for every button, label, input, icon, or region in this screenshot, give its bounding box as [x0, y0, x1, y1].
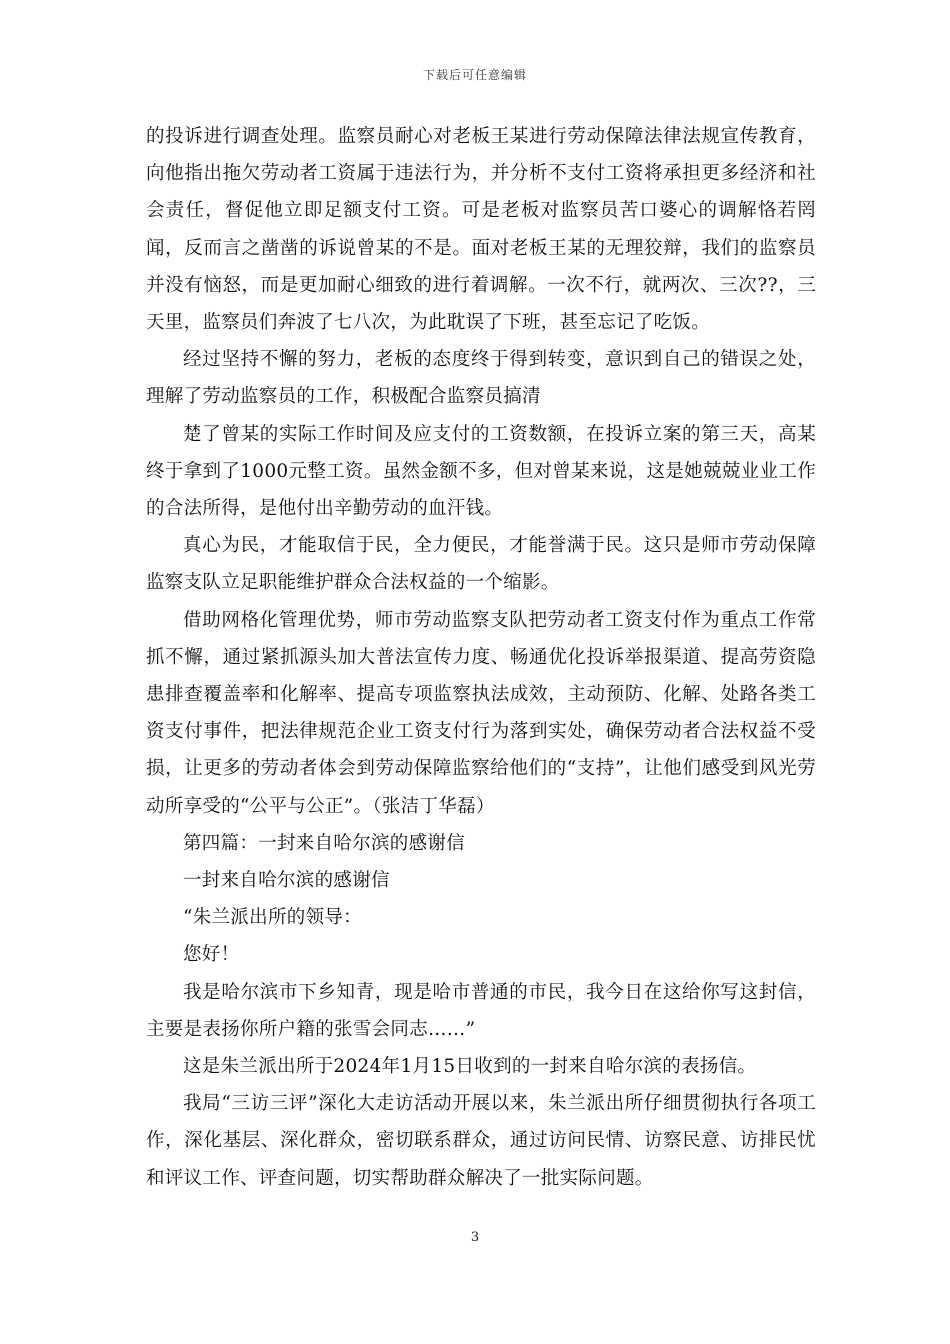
page-header: 下载后可任意编辑 — [422, 68, 527, 82]
paragraph: 借助网格化管理优势，师市劳动监察支队把劳动者工资支付作为重点工作常抓不懈，通过紧抓源头加大普法宣传力度、畅通优化投诉举报渠道、提高劳资隐患排查覆盖率和化解率、提高专项监察执法成效，主动预防、化解、处路各类工资支付事件，把法律规范企业工资支付行为落到实处，确保劳动者合法权益不受损，让更多的劳动者体会到劳动保障监察给他们的“支持”，让他们感受到风光劳动所享受的“公平与公正”。（张洁丁华磊） — [146, 609, 816, 817]
page-number: 3 — [470, 1230, 480, 1245]
paragraph: 经过坚持不懈的努力，老板的态度终于得到转变，意识到自己的错误之处，理解了劳动监察员的工作，积极配合监察员搞清 — [146, 349, 816, 408]
paragraph: 我是哈尔滨市下乡知青，现是哈市普通的市民，我今日在这给你写这封信，主要是表扬你所户籍的张雪会同志……” — [146, 981, 816, 1040]
paragraph: 的投诉进行调查处理。监察员耐心对老板王某进行劳动保障法律法规宣传教育，向他指出拖欠劳动者工资属于违法行为，并分析不支付工资将承担更多经济和社会责任，督促他立即足额支付工资。可是老板对监察员苦口婆心的调解恪若罔闻，反而言之凿凿的诉说曾某的不是。面对老板王某的无理狡辩，我们的监察员并没有恼怒，而是更加耐心细致的进行着调解。一次不行，就两次、三次??，三天里，监察员们奔波了七八次，为此耽误了下班，甚至忘记了吃饭。 — [146, 126, 816, 334]
paragraph: 楚了曾某的实际工作时间及应支付的工资数额，在投诉立案的第三天，高某终于拿到了1000元整工资。虽然金额不多，但对曾某来说，这是她兢兢业业工作的合法所得，是他付出辛勤劳动的血汗钱。 — [146, 423, 816, 520]
letter-greeting: 您好！ — [183, 944, 240, 966]
paragraph: 我局“三访三评”深化大走访活动开展以来，朱兰派出所仔细贯彻执行各项工作，深化基层、深化群众，密切联系群众，通过访问民情、访察民意、访排民忧和评议工作、评查问题，切实帮助群众解决了一批实际问题。 — [146, 1093, 816, 1189]
document-body — [146, 118, 816, 1197]
section-heading: 第四篇：一封来自哈尔滨的感谢信 — [183, 832, 466, 854]
paragraph: 这是朱兰派出所于2024年1月15日收到的一封来自哈尔滨的表扬信。 — [183, 1056, 757, 1078]
paragraph: 真心为民，才能取信于民，全力便民，才能誉满于民。这只是师市劳动保障监察支队立足职能维护群众合法权益的一个缩影。 — [146, 535, 816, 594]
letter-title: 一封来自哈尔滨的感谢信 — [183, 870, 390, 892]
letter-salutation: “朱兰派出所的领导： — [183, 907, 362, 929]
